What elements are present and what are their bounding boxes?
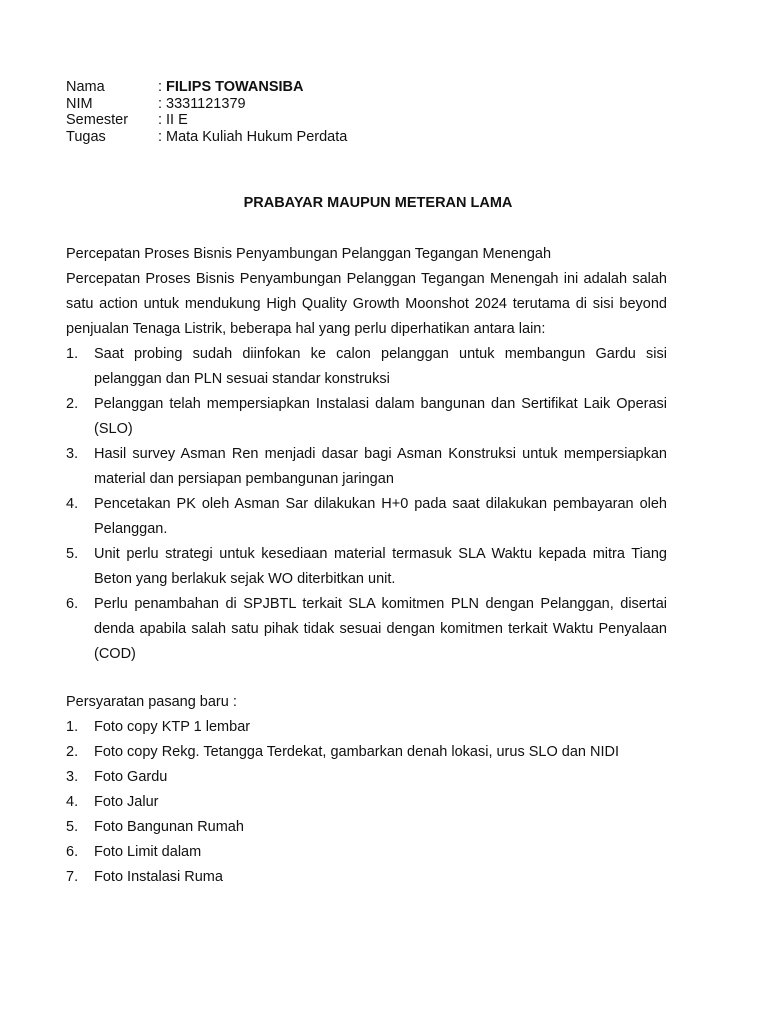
list-item-text: Hasil survey Asman Ren menjadi dasar bagi Asman Konstruksi untuk mempersiapkan material dan persiapan pembangunan jaringan [94, 446, 667, 487]
list-item-text: Foto Instalasi Ruma [94, 869, 223, 885]
list-item [66, 740, 667, 765]
list-number: 4. [66, 496, 79, 512]
info-row-nim [66, 96, 347, 113]
list-item [66, 765, 667, 790]
list-item [66, 442, 667, 492]
list-item [66, 790, 667, 815]
info-separator: : [158, 128, 163, 145]
document-title: PRABAYAR MAUPUN METERAN LAMA [243, 195, 513, 211]
info-row-nama [66, 79, 347, 96]
info-label: NIM [66, 95, 93, 112]
list-number: 5. [66, 546, 79, 562]
list-item-text: Foto copy KTP 1 lembar [94, 719, 251, 735]
info-label: Nama [66, 79, 105, 95]
section-percepatan [66, 242, 667, 667]
numbered-list [66, 342, 667, 667]
list-item-text: Foto Limit dalam [94, 844, 202, 860]
list-item [66, 492, 667, 542]
intro-paragraph: Percepatan Proses Bisnis Penyambungan Pelanggan Tegangan Menengah ini adalah salah satu action untuk mendukung High Quality Growth Moonshot 2024 terutama di sisi beyond penjualan Tenaga Listrik, beberapa hal yang perlu diperhatikan antara lain: [66, 271, 667, 337]
info-separator: : [158, 95, 163, 112]
list-item [66, 592, 667, 667]
semester-value: II E [166, 112, 188, 128]
list-number: 2. [66, 744, 79, 760]
info-label: Semester [66, 112, 129, 128]
list-item-text: Unit perlu strategi untuk kesediaan material termasuk SLA Waktu kepada mitra Tiang Beton yang berlakuk sejak WO diterbitkan unit. [94, 546, 667, 587]
list-item [66, 865, 667, 890]
student-id: 3331121379 [166, 95, 246, 112]
section-heading: Persyaratan pasang baru : [66, 694, 237, 710]
list-item-text: Perlu penambahan di SPJBTL terkait SLA komitmen PLN dengan Pelanggan, disertai denda apabila salah satu pihak tidak sesuai dengan komitmen terkait Waktu Penyalaan (COD) [94, 596, 667, 662]
requirements-list [66, 715, 667, 890]
student-name: FILIPS TOWANSIBA [166, 79, 304, 95]
list-item-text: Pencetakan PK oleh Asman Sar dilakukan H+0 pada saat dilakukan pembayaran oleh Pelanggan. [94, 496, 667, 537]
list-item [66, 342, 667, 392]
list-number: 2. [66, 396, 79, 412]
list-number: 7. [66, 869, 79, 885]
list-item [66, 840, 667, 865]
list-number: 1. [66, 719, 79, 735]
list-number: 6. [66, 596, 79, 612]
info-row-tugas [66, 129, 347, 146]
list-item [66, 542, 667, 592]
list-number: 3. [66, 769, 79, 785]
list-item-text: Foto Jalur [94, 794, 159, 810]
info-row-semester [66, 112, 347, 129]
list-item [66, 392, 667, 442]
list-item-text: Saat probing sudah diinfokan ke calon pelanggan untuk membangun Gardu sisi pelanggan dan PLN sesuai standar konstruksi [94, 346, 667, 387]
list-number: 1. [66, 346, 79, 362]
list-item-text: Foto Gardu [94, 769, 168, 785]
info-label: Tugas [66, 128, 106, 145]
student-info-block [66, 79, 347, 145]
info-separator: : [158, 112, 163, 128]
list-number: 4. [66, 794, 79, 810]
list-item-text: Pelanggan telah mempersiapkan Instalasi dalam bangunan dan Sertifikat Laik Operasi (SLO) [94, 396, 667, 437]
section-persyaratan [66, 690, 667, 890]
list-item-text: Foto Bangunan Rumah [94, 819, 244, 835]
section-heading: Percepatan Proses Bisnis Penyambungan Pelanggan Tegangan Menengah [66, 246, 552, 262]
list-number: 3. [66, 446, 79, 462]
assignment-value: Mata Kuliah Hukum Perdata [166, 128, 348, 145]
list-number: 6. [66, 844, 79, 860]
list-item [66, 815, 667, 840]
list-item-text: Foto copy Rekg. Tetangga Terdekat, gambarkan denah lokasi, urus SLO dan NIDI [94, 744, 619, 760]
info-separator: : [158, 79, 163, 95]
list-number: 5. [66, 819, 79, 835]
list-item [66, 715, 667, 740]
